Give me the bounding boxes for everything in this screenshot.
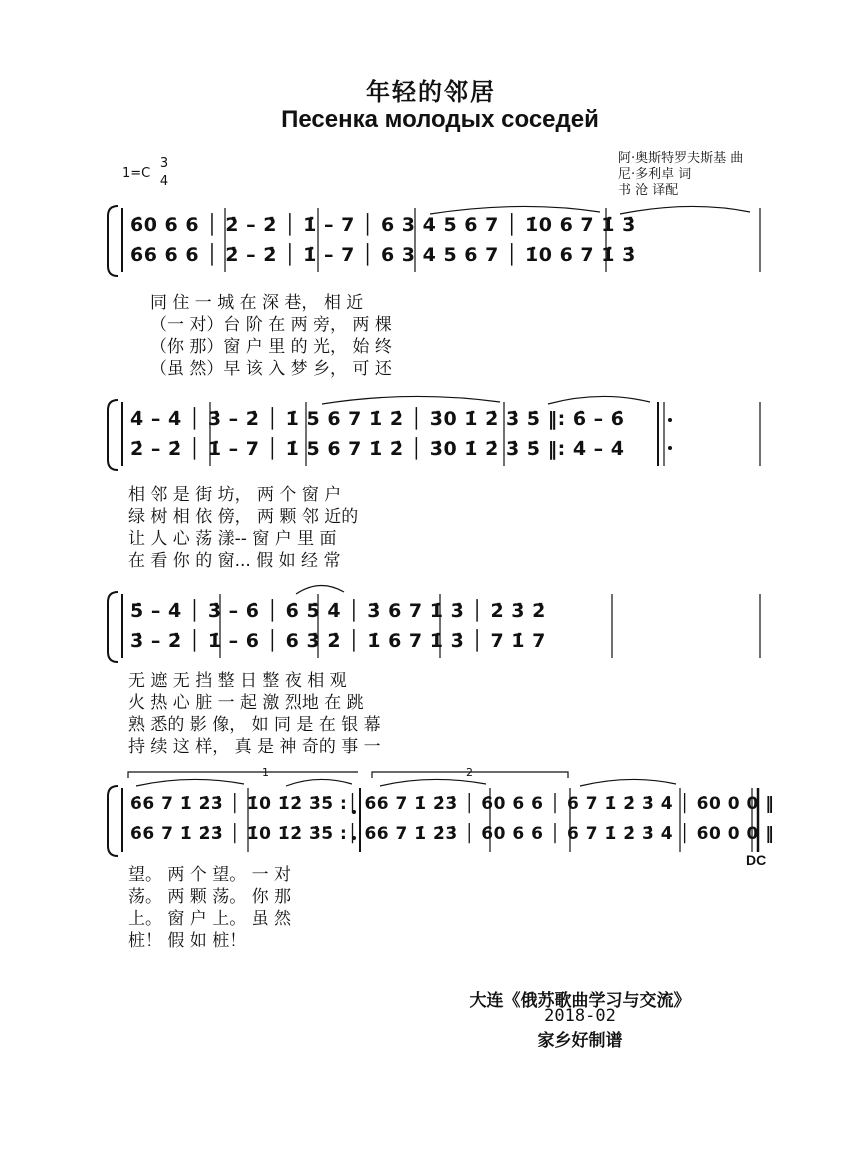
title-russian: Песенка молодых соседей [281, 106, 599, 133]
system-bracket [108, 206, 118, 276]
title-chinese: 年轻的邻居 [366, 77, 496, 106]
volta-bracket-1 [128, 772, 358, 778]
slur [296, 585, 344, 594]
repeat-dot [668, 446, 672, 450]
notes-top-system-1: 6̇0 6 6 │ 2̇ – 2̇ │ 1̇ – 7 │ 6 3 4 5 6 7 │ 1̇0 6 7 1̇ 3̇ [130, 214, 636, 236]
slur [322, 396, 500, 404]
lyric-line: 绿 树 相 依 傍， 两 颗 邻 近的 [128, 507, 359, 527]
lyric-line: 相 邻 是 街 坊， 两 个 窗 户 [128, 485, 342, 505]
lyric-line: （一 对）台 阶 在 两 旁， 两 棵 [150, 315, 392, 335]
repeat-dot [668, 418, 672, 422]
lyric-line: 让 人 心 荡 漾-- 窗 户 里 面 [128, 529, 337, 549]
lyric-line: 无 遮 无 挡 整 日 整 夜 相 观 [128, 671, 347, 691]
notes-bottom-system-3: 3̇ – 2̇ │ 1̇ – 6 │ 6 3̇ 2̇ │ 1̇ 6 7 1̇ 3̇ │ 7 1̇ 7 [130, 630, 546, 652]
volta-number-1: 1 [262, 766, 269, 779]
time-signature-bottom: 4 [159, 174, 169, 189]
lyric-line: 持 续 这 样， 真 是 神 奇的 事 一 [128, 737, 381, 757]
footer-maker: 家乡好制谱 [537, 1031, 623, 1051]
notes-top-system-3: 5̇ – 4̇ │ 3̇ – 6̇ │ 6̇ 5̇ 4̇ │ 3̇ 6 7 1̇ 3̇ │ 2̇ 3̇ 2̇ [130, 600, 546, 622]
notes-top-system-4: 6̇6 7 1̇ 2̇3̇ │ 1̇0 1̇2̇ 3̇5̇ :│ 6̇6 7 1̇ 2̇3̇ │ 6̇0 6 6 │ 6 7 1̇ 2̇ 3̇ 4̇ │ 6̇0 0 0 ‖ [130, 794, 775, 814]
slur [548, 396, 650, 404]
lyric-line: 火 热 心 脏 一 起 激 烈地 在 跳 [128, 693, 364, 713]
system-bracket [108, 786, 118, 856]
footer-source: 大连《俄苏歌曲学习与交流》 [469, 991, 691, 1011]
lyric-line: 桩！ 假 如 桩！ [128, 931, 247, 951]
slur [580, 779, 676, 786]
lyric-line: 在 看 你 的 窗... 假 如 经 常 [128, 551, 341, 571]
lyric-line: 上。 窗 户 上。 虽 然 [128, 909, 292, 929]
lyric-line: （你 那）窗 户 里 的 光， 始 终 [150, 337, 392, 357]
notes-bottom-system-2: 2̇ – 2̇ │ 1̇ – 7 │ 1̇ 5 6 7 1̇ 2̇ │ 3̇0 1̇ 2̇ 3̇ 5̇ ‖: 4̇ – 4̇ [130, 438, 625, 460]
slur [430, 206, 600, 214]
slur [136, 779, 244, 786]
lyric-line: （虽 然）早 该 入 梦 乡， 可 还 [150, 359, 392, 379]
slur [286, 779, 352, 786]
notes-top-system-2: 4̇ – 4̇ │ 3̇ – 2̇ │ 1̇ 5 6 7 1̇ 2̇ │ 3̇0 1̇ 2̇ 3̇ 5̇ ‖: 6̇ – 6̇ [130, 408, 625, 430]
credit-lyricist: 尼·多利卓 词 [618, 167, 692, 182]
key-signature: 1=C [122, 166, 151, 181]
dc-marking: DC [746, 852, 767, 868]
slur [620, 206, 750, 214]
lyric-line: 熟 悉的 影 像， 如 同 是 在 银 幕 [128, 715, 381, 735]
system-bracket [108, 592, 118, 662]
footer-date: 2018-02 [544, 1006, 616, 1026]
slur [380, 779, 486, 786]
lyric-line: 荡。 两 颗 荡。 你 那 [128, 887, 292, 907]
system-bracket [108, 400, 118, 470]
notes-bottom-system-1: 6̇6 6 6 │ 2̇ – 2̇ │ 1̇ – 7 │ 6 3 4 5 6 7 │ 1̇0 6 7 1̇ 3̇ [130, 244, 636, 266]
credit-translator: 书 沧 译配 [618, 183, 679, 198]
volta-number-2: 2 [466, 766, 473, 779]
lyric-line: 望。 两 个 望。 一 对 [128, 865, 292, 885]
notes-bottom-system-4: 6̇6 7 1̇ 2̇3̇ │ 1̇0 1̇2̇ 3̇5̇ :│ 6̇6 7 1̇ 2̇3̇ │ 6̇0 6 6 │ 6 7 1̇ 2̇ 3̇ 4̇ │ 6̇0 0 0 ‖ [130, 824, 775, 844]
credit-composer: 阿·奥斯特罗夫斯基 曲 [618, 151, 744, 166]
time-signature-top: 3 [159, 156, 169, 171]
lyric-line: 同 住 一 城 在 深 巷， 相 近 [150, 293, 364, 313]
